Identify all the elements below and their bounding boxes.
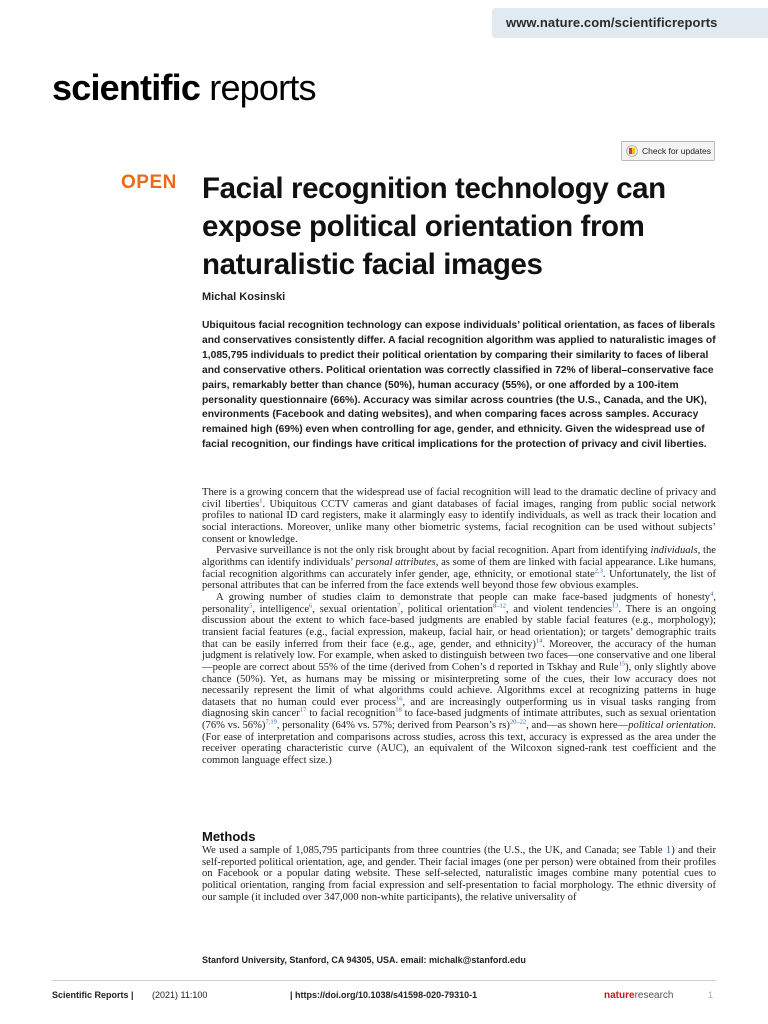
journal-url-tab[interactable]: www.nature.com/scientificreports (492, 8, 768, 38)
check-updates-icon (626, 145, 638, 157)
open-access-badge: OPEN (121, 172, 177, 193)
citation-4[interactable]: 4 (710, 590, 714, 598)
text-span: . There is an ongoing discussion about the extent to which face-based judgments are enabled by stable facial features (e.g., morphology); transient facial features (e.g., facial expression, makeup, facial hair, or head orientation); or targets’ demographic traits that can be easily inferred from their face (e.g., age, gender, and ethnicity) (202, 603, 716, 650)
text-span: . Moreover, the accuracy of the human judgment is relatively low. For example, when asked to distinguish between two faces—one conservative and one liberal—people are correct about 55% of the time (derived from Cohen’s d reported in Tskhay and Rule (202, 638, 716, 673)
citation-18[interactable]: 18 (395, 706, 402, 714)
methods-paragraph (202, 845, 716, 903)
text-span: ), only slightly above chance (50%). Yet, as humans may be missing or misinterpreting some of the cues, their low accuracy does not necessarily represent the limit of what algorithms could achieve. Algorithms excel at recognizing patterns in huge datasets that no human could ever process (202, 661, 716, 708)
text-span: to facial recognition (306, 708, 396, 720)
footer-divider (52, 980, 716, 981)
publisher-logo-bold: nature (604, 990, 635, 1001)
citation-6[interactable]: 6 (309, 602, 313, 610)
citation-13[interactable]: 13 (611, 602, 619, 610)
article-body (202, 487, 716, 767)
citation-20-22[interactable]: 20–22 (509, 718, 527, 726)
abstract: Ubiquitous facial recognition technology can expose individuals’ political orientation, as faces of liberals and conservatives consistently differ. A facial recognition algorithm was applied to naturalistic images of 1,085,795 individuals to predict their political orientation by comparing their similarity to faces of liberal and conservative others. Political orientation was correctly classified in 72% of liberal–conservative face pairs, remarkably better than chance (50%), human accuracy (55%), or one afforded by a 100-item personality questionnaire (66%). Accuracy was similar across countries (the U.S., Canada, and the UK), environments (Facebook and dating websites), and when comparing faces across samples. Accuracy remained high (69%) even when controlling for age, gender, and ethnicity. Given the widespread use of facial recognition, our findings have critical implications for the protection of privacy and civil liberties. (202, 320, 716, 451)
journal-logo-bold: scientific (52, 67, 201, 108)
citation-15[interactable]: 15 (618, 660, 626, 668)
table-1-link[interactable]: 1 (665, 845, 672, 856)
citation-8-12[interactable]: 8–12 (492, 602, 506, 610)
methods-heading: Methods (202, 829, 256, 844)
citation-7[interactable]: 7 (397, 602, 401, 610)
text-span: , political orientation (400, 603, 493, 615)
author-name[interactable]: Michal Kosinski (202, 291, 286, 303)
publisher-logo (604, 990, 673, 1001)
check-updates-label: Check for updates (642, 146, 711, 156)
citation-14[interactable]: 14 (535, 637, 543, 644)
text-span: . Unfortunately, the list of personal attributes that can be inferred from the face extends well beyond those few obvious examples. (202, 568, 716, 592)
paragraph-2 (202, 545, 716, 592)
emphasis: political orientation (628, 720, 714, 732)
journal-logo (52, 66, 316, 110)
text-span: , and are increasingly outperforming us in visual tasks ranging from diagnosing skin cancer (202, 696, 716, 720)
emphasis: individuals (650, 545, 698, 557)
footer-volume: (2021) 11:100 (152, 990, 208, 1000)
text-span: We used a sample of 1,085,795 participants from three countries (the U.S., the UK, and Canada; see Table (202, 845, 666, 856)
citation-17[interactable]: 17 (299, 706, 307, 714)
footer-journal: Scientific Reports | (52, 990, 134, 1000)
check-for-updates-button[interactable] (621, 141, 715, 161)
citation-2-3[interactable]: 2,3 (594, 567, 603, 575)
text-span: , personality (202, 591, 716, 615)
citation-16[interactable]: 16 (395, 695, 403, 703)
citation-1[interactable]: 1 (259, 497, 263, 505)
text-span: , the algorithms can identify individuals’ (202, 545, 716, 568)
citation-5[interactable]: 5 (249, 602, 253, 610)
text-span: . Ubiquitous CCTV cameras and giant databases of facial images, ranging from public social network profiles to national ID card registers, make it alarmingly easy to identify individuals, as well as track their location and social interactions. Moreover, unlike many other biometric systems, facial recognition can be used without subjects’ consent or knowledge. (202, 498, 716, 545)
text-span: , sexual orientation (312, 603, 398, 615)
citation-7-19[interactable]: 7,19 (265, 718, 277, 726)
paragraph-3 (202, 592, 716, 767)
author-affiliation: Stanford University, Stanford, CA 94305, USA. email: michalk@stanford.edu (202, 955, 526, 965)
text-span: , intelligence (252, 603, 310, 615)
paragraph-1 (202, 487, 716, 545)
text-span: . (For ease of interpretation and comparisons across studies, across this text, accuracy is expressed as the area under the receiver operating characteristic curve (AUC), an equivalent of the Wilcoxon signed-rank test coefficient and the common language effect size.) (202, 720, 716, 767)
text-span: A growing number of studies claim to demonstrate that people can make face-based judgments of honesty (216, 591, 711, 603)
emphasis: personal attributes (355, 556, 436, 568)
text-span: , and—as shown here— (526, 720, 629, 732)
text-span: to face-based judgments of intimate attributes, such as sexual orientation (76% vs. 56%) (202, 708, 716, 732)
page-number: 1 (708, 990, 714, 1000)
text-span: , and violent tendencies (505, 603, 612, 615)
text-span: , as some of them are linked with facial appearance. Like humans, facial recognition algorithms can accurately infer gender, age, ethnicity, or emotional state (202, 556, 716, 580)
text-span: , personality (64% vs. 57%; derived from Pearson’s rs) (276, 720, 510, 732)
text-span: Pervasive surveillance is not the only risk brought about by facial recognition. Apart from identifying (216, 545, 651, 557)
publisher-logo-light: research (634, 990, 674, 1001)
text-span: ) and their self-reported political orientation, age, and gender. Their facial images (one per person) were obtained from their profiles on Facebook or a popular dating website. These self-selected, naturalistic images combine many potential cues to political orientation, ranging from facial expression and self-presentation to facial morphology. The ethnic diversity of our sample (it included over 347,000 non-white participants), the relative universality of (202, 845, 716, 903)
journal-logo-light: reports (209, 67, 316, 108)
article-title: Facial recognition technology can expose political orientation from naturalistic facial images (202, 172, 666, 281)
text-span: There is a growing concern that the widespread use of facial recognition will lead to the dramatic decline of privacy and civil liberties (202, 487, 716, 510)
footer-doi-link[interactable]: | https://doi.org/10.1038/s41598-020-79310-1 (290, 990, 478, 1000)
